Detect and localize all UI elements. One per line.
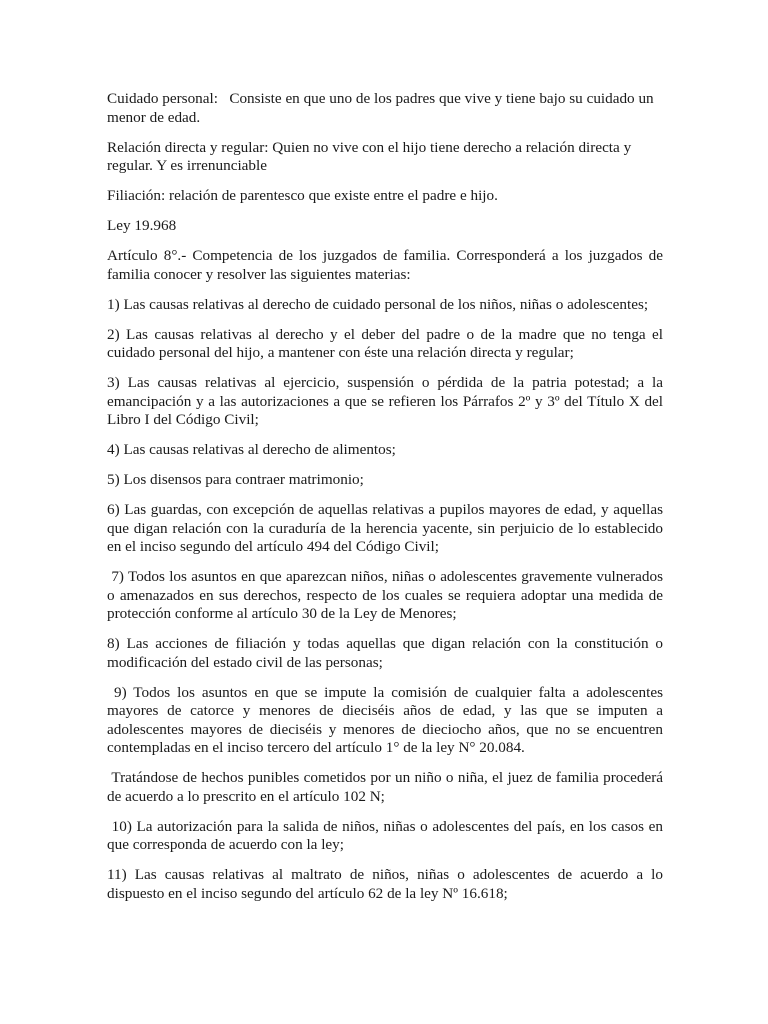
list-item-1: 1) Las causas relativas al derecho de cuidado personal de los niños, niñas o adolescentes; bbox=[107, 295, 649, 313]
list-item-3: 3) Las causas relativas al ejercicio, suspensión o pérdida de la patria potestad; a la emancipación y a las autorizaciones a que se refieren los Párrafos 2º y 3º del Título X del Libro I del Código Civil; bbox=[107, 374, 667, 428]
list-item-2: 2) Las causas relativas al derecho y el deber del padre o de la madre que no tenga el cuidado personal del hijo, a mantener con éste una relación directa y regular; bbox=[107, 325, 667, 361]
list-item-10: 10) La autorización para la salida de niños, niñas o adolescentes del país, en los casos en que corresponda de acuerdo con la ley; bbox=[107, 817, 667, 853]
list-item-8: 8) Las acciones de filiación y todas aquellas que digan relación con la constitución o modificación del estado civil de las personas; bbox=[107, 635, 667, 671]
definition-cuidado-personal: Cuidado personal: Consiste en que uno de los padres que vive y tiene bajo su cuidado un menor de edad. bbox=[107, 90, 658, 126]
list-item-11: 11) Las causas relativas al maltrato de niños, niñas o adolescentes de acuerdo a lo dispuesto en el inciso segundo del artículo 62 de la ley Nº 16.618; bbox=[107, 866, 667, 902]
list-item-5: 5) Los disensos para contraer matrimonio; bbox=[107, 471, 364, 488]
list-item-6: 6) Las guardas, con excepción de aquellas relativas a pupilos mayores de edad, y aquellas que digan relación con la curaduría de la herencia yacente, sin perjuicio de lo establecido en el inciso segundo del artículo 494 del Código Civil; bbox=[107, 501, 667, 555]
list-item-7: 7) Todos los asuntos en que aparezcan niños, niñas o adolescentes gravemente vulnerados o amenazados en sus derechos, respecto de los cuales se requiera adoptar una medida de protección conforme al artículo 30 de la Ley de Menores; bbox=[107, 568, 667, 622]
law-reference: Ley 19.968 bbox=[107, 217, 177, 234]
definition-relacion-directa: Relación directa y regular: Quien no vive con el hijo tiene derecho a relación directa y regular. Y es irrenunciable bbox=[107, 138, 635, 174]
definition-filiacion: Filiación: relación de parentesco que existe entre el padre e hijo. bbox=[107, 187, 498, 204]
article-heading: Artículo 8°.- Competencia de los juzgados de familia. Corresponderá a los juzgados de familia conocer y resolver las siguientes materias: bbox=[107, 247, 667, 283]
list-item-9-note: Tratándose de hechos punibles cometidos por un niño o niña, el juez de familia procederá de acuerdo a lo prescrito en el artículo 102 N; bbox=[107, 769, 667, 805]
list-item-9: 9) Todos los asuntos en que se impute la comisión de cualquier falta a adolescentes mayores de catorce y menores de dieciséis años de edad, y las que se imputen a adolescentes mayores de dieciséis y menores de dieciocho años, que no se encuentren contempladas en el inciso tercero del artículo 1° de la ley N° 20.084. bbox=[107, 683, 667, 756]
document-page bbox=[107, 90, 667, 915]
list-item-4: 4) Las causas relativas al derecho de alimentos; bbox=[107, 441, 396, 458]
